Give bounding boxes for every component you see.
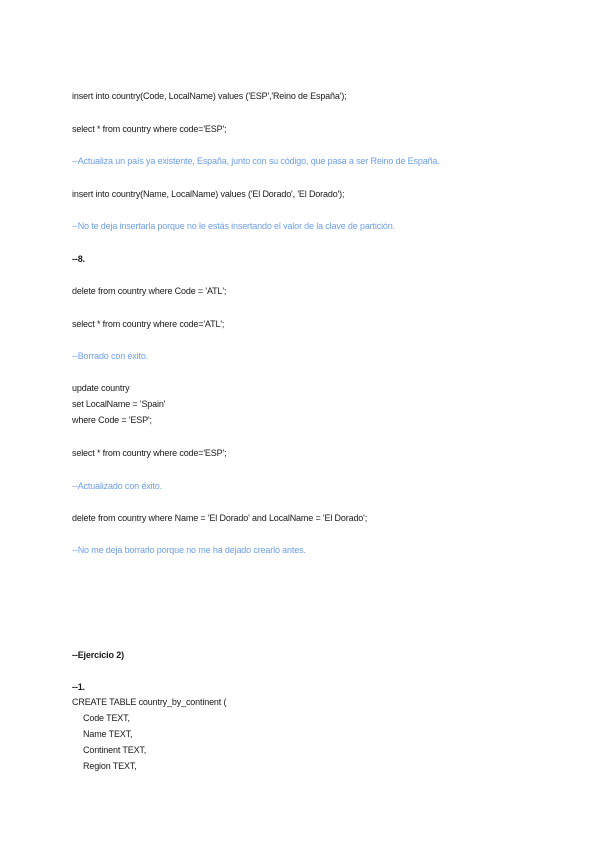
comment-partition-key: --No te deja insertarla porque no le estás insertando el valor de la clave de partición.	[72, 221, 395, 231]
column-region: Region TEXT,	[83, 761, 137, 771]
comment-cannot-delete: --No me deja borrarlo porque no me ha dejado crearlo antes.	[72, 545, 306, 555]
section-heading-8: --8.	[72, 254, 85, 264]
sql-select-esp-2: select * from country where code='ESP';	[72, 448, 227, 458]
comment-update-spain: --Actualiza un país ya existente, España, junto con su código, que pasa a ser Reino de España.	[72, 156, 440, 166]
column-code: Code TEXT,	[83, 713, 130, 723]
column-name: Name TEXT,	[83, 729, 133, 739]
sql-update-line-2: set LocalName = 'Spain'	[72, 399, 166, 409]
sql-insert-esp: insert into country(Code, LocalName) values ('ESP','Reino de España');	[72, 91, 347, 101]
sql-select-esp: select * from country where code='ESP';	[72, 124, 227, 134]
comment-updated: --Actualizado con éxito.	[72, 481, 162, 491]
sql-select-atl: select * from country where code='ATL';	[72, 319, 225, 329]
section-heading-1: --1.	[72, 682, 85, 692]
sql-insert-el-dorado: insert into country(Name, LocalName) values ('El Dorado', 'El Dorado');	[72, 189, 345, 199]
comment-deleted: --Borrado con éxito.	[72, 351, 149, 361]
sql-create-table: CREATE TABLE country_by_continent (	[72, 697, 227, 707]
sql-update-line-3: where Code = 'ESP';	[72, 415, 152, 425]
sql-delete-el-dorado: delete from country where Name = 'El Dorado' and LocalName = 'El Dorado';	[72, 513, 368, 523]
column-continent: Continent TEXT,	[83, 745, 147, 755]
sql-update-line-1: update country	[72, 383, 130, 393]
sql-delete-atl: delete from country where Code = 'ATL';	[72, 286, 227, 296]
heading-ejercicio-2: --Ejercicio 2)	[72, 650, 124, 660]
